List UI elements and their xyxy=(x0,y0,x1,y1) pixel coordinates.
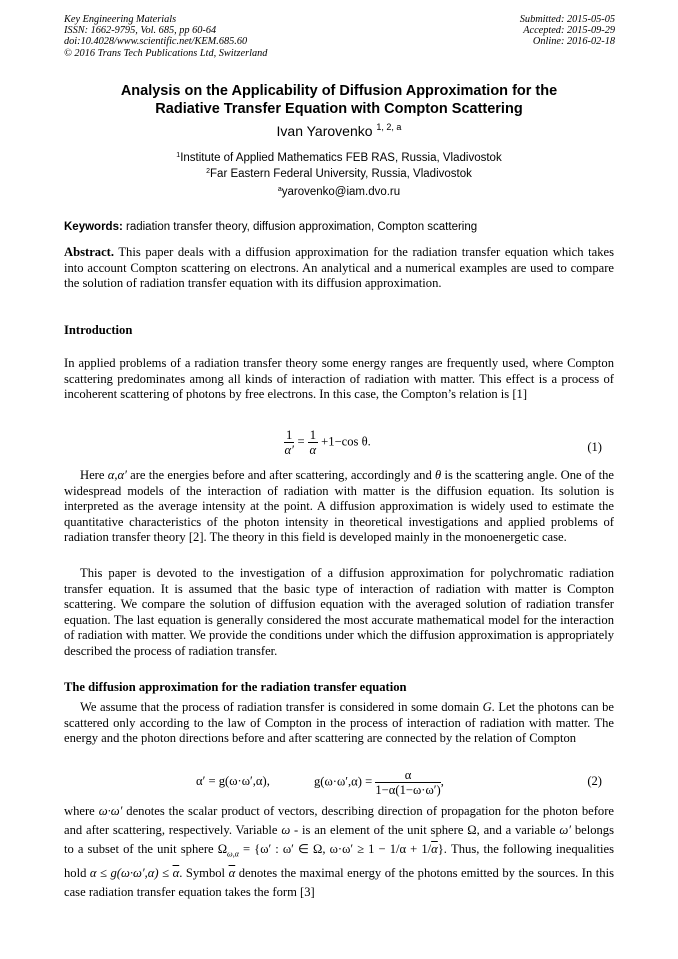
abstract-text: This paper deals with a diffusion approximation for the radiation transfer equation which takes into account Compton scattering on electrons. An analytical and a numerical examples are used to compare the solution of radiation transfer equation with its diffusion approximation. xyxy=(64,245,614,291)
text: . Symbol xyxy=(179,865,229,880)
text: is the scattering angle. One of the widespread models of the interaction of radiation with matter is the diffusion equation. Its solution is interpreted as the average intensity at the point. A diffusion approximation is widely used to estimate the quantitative characteristics of the photon intensity in theoretical investigations and applied problems of radiation transfer theory [2]. The theory in this field is developed mainly in the monoenergetic case. xyxy=(64,468,614,545)
intro-paragraph-2 xyxy=(64,468,614,546)
abstract xyxy=(64,245,614,292)
diffusion-paragraph-1 xyxy=(64,700,614,747)
paper-title xyxy=(64,82,614,118)
accepted-date: Accepted: 2015-09-29 xyxy=(523,25,615,37)
affiliations xyxy=(64,149,614,181)
math-alpha: α,α′ xyxy=(107,468,127,482)
text: Here xyxy=(80,468,108,482)
fraction-1-over-alpha-prime: $\frac{1}{\alpha'}$ xyxy=(284,428,294,457)
email-mark: a xyxy=(277,186,282,193)
math: α ≤ g(ω·ω′,α) ≤ xyxy=(89,865,173,880)
math: ω′ xyxy=(559,823,571,837)
math: ω·ω′ xyxy=(98,804,123,818)
keywords-label: Keywords: xyxy=(64,221,123,233)
journal-doi: doi:10.4028/www.scientific.net/KEM.685.60 xyxy=(64,36,248,48)
equation-2-right xyxy=(314,768,444,797)
math-alpha-bar: $\overline{\alpha}$ xyxy=(431,842,438,856)
math-alpha-bar: $\overline{\alpha}$ xyxy=(228,865,236,880)
text: where xyxy=(64,804,99,818)
text: . Let the photons can be scattered only according to the law of Compton in the process of interaction of radiation with matter. The energy and the photon directions before and after scattering are connected by the relation of Compton xyxy=(64,700,614,746)
author-affil-marks: 1, 2, a xyxy=(376,122,402,132)
intro-paragraph-1: In applied problems of a radiation transfer theory some energy ranges are frequently used, where Compton scattering predominates among all kinds of interaction of radiation with matter. This effect is a process of incoherent scattering of photons by free electrons. In this case, the Compton’s relation is [1] xyxy=(64,356,614,402)
author-name: Ivan Yarovenko xyxy=(276,123,373,139)
affiliation-2 xyxy=(64,165,614,181)
math: Ω xyxy=(467,823,477,837)
math: ω xyxy=(281,823,291,837)
email-link[interactable]: yarovenko@iam.dvo.ru xyxy=(281,186,401,198)
text: We assume that the process of radiation transfer is considered in some domain xyxy=(80,700,483,714)
journal-copyright: © 2016 Trans Tech Publications Ltd, Switzerland xyxy=(64,47,268,59)
text: , and a variable xyxy=(476,823,560,837)
abstract-label: Abstract. xyxy=(64,245,115,259)
title-line-2: Radiative Transfer Equation with Compton Scattering xyxy=(155,101,523,117)
text: are the energies before and after scattering, accordingly and xyxy=(126,468,436,482)
math: = {ω′ : ω′ ∈ Ω, ω·ω′ ≥ 1 − 1/α + 1/ xyxy=(238,842,432,856)
text: Thus, the following inequalities hold xyxy=(64,842,614,880)
text: denotes the maximal energy of the photons emitted by the sources. In this case radiation transfer equation takes the form [3] xyxy=(64,865,614,899)
equation-2-left: α′ = g(ω·ω′,α), xyxy=(196,774,270,788)
affil-text: Institute of Applied Mathematics FEB RAS, Russia, Vladivostok xyxy=(180,152,502,164)
section-heading-diffusion: The diffusion approximation for the radiation transfer equation xyxy=(64,680,407,694)
math-domain-G: G xyxy=(482,700,492,714)
journal-issn: ISSN: 1662-9795, Vol. 685, pp 60-64 xyxy=(64,25,217,37)
text: denotes the scalar product of vectors, describing direction of propagation for the photon before and after scattering, respectively. Variable xyxy=(64,804,614,837)
author xyxy=(64,122,614,139)
equation-1-body: $\frac{1}{\alpha'}$ = $\frac{1}{\alpha}$ +1−cos θ. xyxy=(284,428,371,457)
text: belongs to a subset of the unit sphere xyxy=(64,823,614,856)
math-sub: ω,α xyxy=(227,849,239,859)
fraction-g xyxy=(375,768,440,797)
keywords xyxy=(64,221,477,233)
math: }. xyxy=(437,842,447,856)
author-email xyxy=(64,186,614,198)
diffusion-paragraph-2 xyxy=(64,802,614,902)
section-heading-introduction: Introduction xyxy=(64,323,133,337)
keywords-text: radiation transfer theory, diffusion approximation, Compton scattering xyxy=(122,221,478,233)
affil-text: Far Eastern Federal University, Russia, Vladivostok xyxy=(210,168,472,180)
math-theta: θ xyxy=(435,468,442,482)
denominator: 1−α(1−ω·ω′) xyxy=(375,783,441,797)
journal-name: Key Engineering Materials xyxy=(64,14,177,25)
fraction-1-over-alpha: $\frac{1}{\alpha}$ xyxy=(309,428,317,457)
submitted-date: Submitted: 2015-05-05 xyxy=(519,14,615,25)
equation-2-number: (2) xyxy=(587,774,602,788)
equation-1-rhs: +1−cos θ. xyxy=(321,434,371,449)
math: Ω xyxy=(217,842,228,856)
affiliation-1 xyxy=(64,149,614,165)
numerator: α xyxy=(375,768,440,783)
dates-header xyxy=(520,14,615,48)
equation-1-number: (1) xyxy=(587,440,602,454)
text: - is an element of the unit sphere xyxy=(290,823,468,837)
affil-mark: 2 xyxy=(206,168,211,175)
title-line-1: Analysis on the Applicability of Diffusion Approximation for the xyxy=(120,83,558,99)
journal-header xyxy=(64,14,267,59)
math-alpha-bar: $\overline{\alpha}$ xyxy=(172,865,180,880)
online-date: Online: 2016-02-18 xyxy=(532,36,615,48)
text: g(ω·ω′,α) = xyxy=(314,774,373,789)
affil-mark: 1 xyxy=(176,152,181,159)
intro-paragraph-3: This paper is devoted to the investigation of a diffusion approximation for polychromatic radiation transfer equation. It is assumed that the basic type of interaction of radiation with matter is Compton scattering. We compare the solution of diffusion equation with the averaged solution of radiation transfer equation. The last equation is generally considered the most accurate mathematical model for the interaction of radiation with matter. We provide the conditions under which the diffusion approximation is appropriately described the process of radiation transfer. xyxy=(64,566,614,658)
text: , xyxy=(440,774,444,789)
